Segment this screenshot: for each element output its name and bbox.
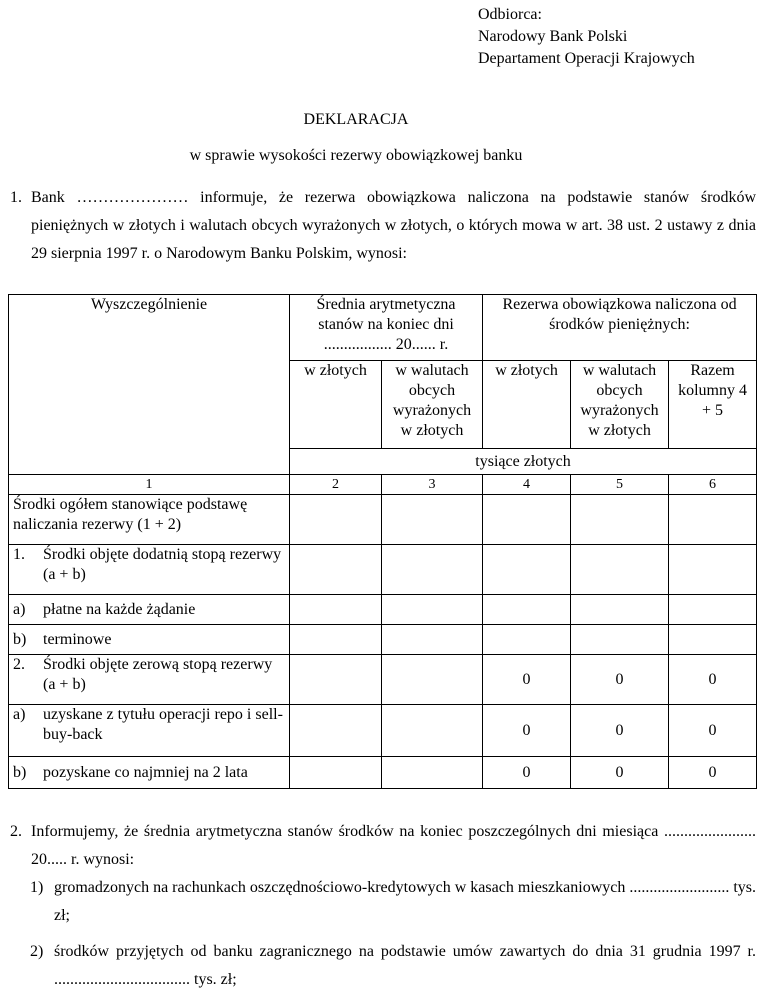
value-cell <box>669 545 757 595</box>
value-cell: 0 <box>669 757 757 789</box>
header-avg-fx: w walutach obcych wyrażonych w złotych <box>382 361 483 449</box>
recipient-line-1: Narodowy Bank Polski <box>478 28 628 45</box>
value-cell <box>571 545 669 595</box>
item-text: gromadzonych na rachunkach oszczędnościowo-kredytowych w kasach mieszkaniowych ......................... tys. zł; <box>54 879 757 924</box>
row-text: uzyskane z tytułu operacji repo i sell-buy-back <box>43 706 283 743</box>
section-2-item-2 <box>30 938 756 994</box>
section-2-text: Informujemy, że średnia arytmetyczna stanów środków na koniec poszczególnych dni miesiąca ....................... 20..... r. wynosi: <box>31 823 756 868</box>
row-label: a) <box>13 706 26 723</box>
row-label: a) <box>13 600 26 618</box>
table-row <box>9 595 757 625</box>
section-2 <box>10 818 756 874</box>
value-cell: 0 <box>571 705 669 757</box>
document-title: DEKLARACJA <box>303 111 409 128</box>
value-cell: 0 <box>483 655 571 705</box>
section-1 <box>10 184 756 268</box>
declaration-table <box>8 294 757 789</box>
value-cell: 0 <box>483 705 571 757</box>
header-reserve-fx: w walutach obcych wyrażonych w złotych <box>571 361 669 449</box>
value-cell <box>483 545 571 595</box>
value-cell <box>669 495 757 545</box>
row-text: Środki objęte dodatnią stopą rezerwy (a + b) <box>43 546 282 583</box>
table-row <box>9 495 757 545</box>
column-number: 3 <box>382 475 483 495</box>
row-description <box>9 545 290 595</box>
value-cell: 0 <box>669 655 757 705</box>
value-cell <box>382 595 483 625</box>
document-subtitle: w sprawie wysokości rezerwy obowiązkowej banku <box>189 147 523 164</box>
value-cell <box>290 545 382 595</box>
table-row <box>9 625 757 655</box>
table-row <box>9 705 757 757</box>
value-cell <box>483 495 571 545</box>
row-description <box>9 655 290 705</box>
table-row <box>9 757 757 789</box>
row-text: terminowe <box>43 630 112 648</box>
recipient-block <box>478 4 695 70</box>
value-cell <box>483 625 571 655</box>
header-description: Wyszczególnienie <box>9 295 290 475</box>
row-label: 1. <box>13 546 25 563</box>
recipient-label: Odbiorca: <box>478 6 542 23</box>
header-reserve-pln: w złotych <box>483 361 571 449</box>
header-reserve: Rezerwa obowiązkowa naliczona od środków pieniężnych: <box>483 295 757 361</box>
column-number: 1 <box>9 475 290 495</box>
item-number: 1) <box>30 879 44 896</box>
row-label: 2. <box>13 656 25 673</box>
value-cell <box>382 757 483 789</box>
value-cell <box>290 495 382 545</box>
item-number: 2) <box>30 943 44 960</box>
row-text: Środki ogółem stanowiące podstawę naliczania rezerwy (1 + 2) <box>13 496 248 533</box>
column-number: 6 <box>669 475 757 495</box>
column-number: 4 <box>483 475 571 495</box>
value-cell <box>290 625 382 655</box>
header-reserve-total: Razem kolumny 4 + 5 <box>669 361 757 449</box>
section-2-number: 2. <box>10 823 22 840</box>
header-avg-pln: w złotych <box>290 361 382 449</box>
value-cell <box>669 595 757 625</box>
column-number: 5 <box>571 475 669 495</box>
column-number: 2 <box>290 475 382 495</box>
value-cell <box>290 757 382 789</box>
value-cell: 0 <box>483 757 571 789</box>
recipient-line-2: Departament Operacji Krajowych <box>478 50 695 67</box>
value-cell <box>382 545 483 595</box>
row-label: b) <box>13 630 27 648</box>
table-row <box>9 545 757 595</box>
value-cell <box>290 595 382 625</box>
value-cell <box>290 705 382 757</box>
value-cell <box>382 625 483 655</box>
value-cell <box>382 495 483 545</box>
value-cell: 0 <box>669 705 757 757</box>
row-description <box>9 495 290 545</box>
value-cell <box>483 595 571 625</box>
section-1-number: 1. <box>10 189 22 206</box>
value-cell <box>669 625 757 655</box>
value-cell <box>571 595 669 625</box>
value-cell <box>571 495 669 545</box>
section-1-text: Bank ………………… informuje, że rezerwa obowiązkowa naliczona na podstawie stanów środków pieniężnych w złotych i walutach obcych wyrażonych w złotych, o których mowa w art. 38 ust. 2 ustawy z dnia 29 sierpnia 1997 r. o Narodowym Banku Polskim, wynosi: <box>31 189 756 262</box>
section-2-item-1 <box>30 874 756 930</box>
value-cell: 0 <box>571 655 669 705</box>
row-description <box>9 705 290 757</box>
value-cell <box>382 655 483 705</box>
header-unit: tysiące złotych <box>290 449 757 475</box>
header-average-balance: Średnia arytmetyczna stanów na koniec dni ................. 20...... r. <box>290 295 483 361</box>
value-cell <box>571 625 669 655</box>
value-cell: 0 <box>571 757 669 789</box>
row-description <box>9 625 290 655</box>
value-cell <box>382 705 483 757</box>
row-description <box>9 757 290 789</box>
row-description <box>9 595 290 625</box>
row-label: b) <box>13 763 27 781</box>
item-text: środków przyjętych od banku zagranicznego na podstawie umów zawartych do dnia 31 grudnia 1997 r. .................................. tys. zł; <box>54 943 756 988</box>
value-cell <box>290 655 382 705</box>
table-row <box>9 655 757 705</box>
row-text: pozyskane co najmniej na 2 lata <box>43 763 248 781</box>
row-text: płatne na każde żądanie <box>43 600 196 618</box>
row-text: Środki objęte zerową stopą rezerwy (a + b) <box>43 656 273 693</box>
